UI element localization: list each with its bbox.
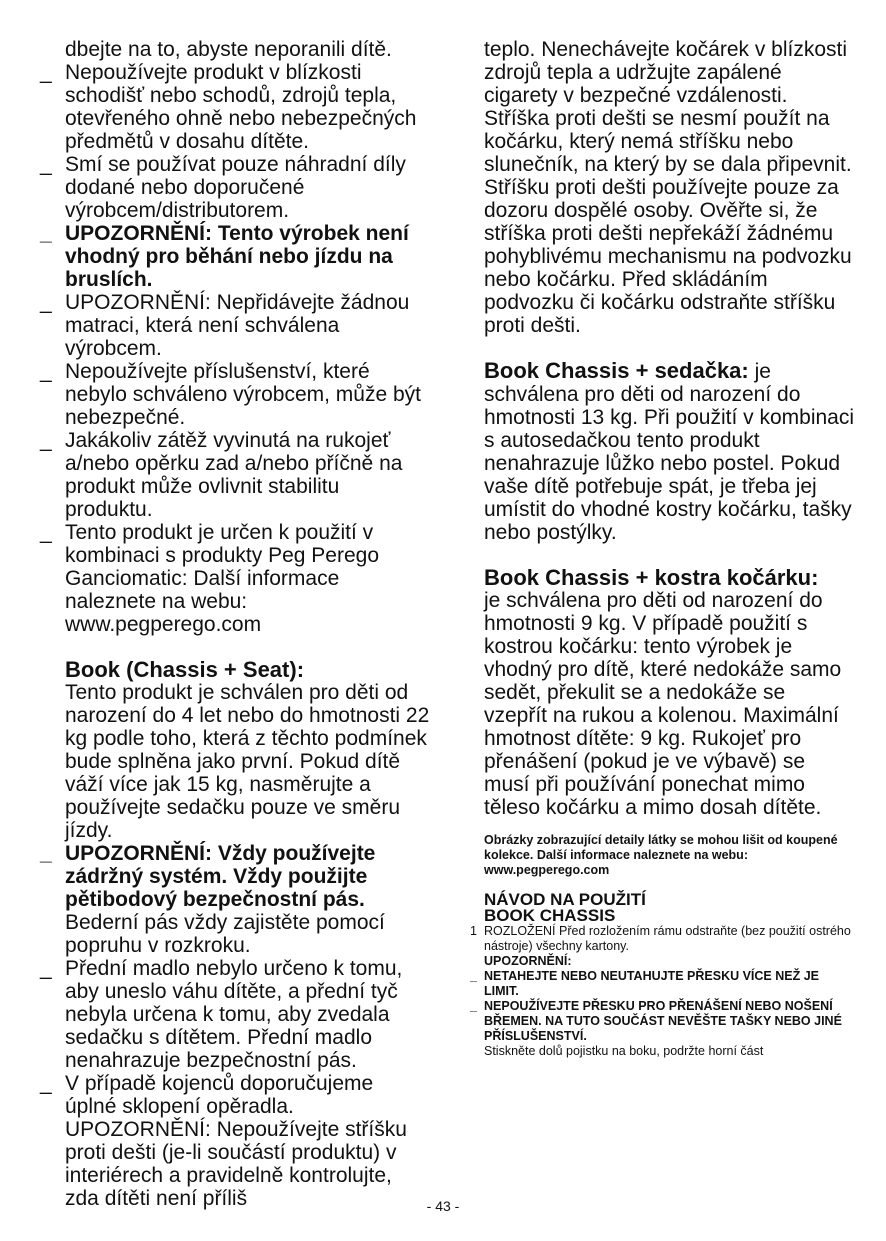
harness-text: Bederní pás vždy zajistěte pomocí popruhu v rozkroku. xyxy=(65,911,385,957)
list-item: _ Tento produkt je určen k použití v kombinaci s produkty Peg Perego Ganciomatic: Další informace naleznete na webu: www.pegperego.com xyxy=(40,521,430,636)
section-heading-book: Book (Chassis + Seat): xyxy=(65,657,305,682)
seat-text: schválena pro děti od narození do hmotnosti 13 kg. Při použití v kombinaci s autosedačkou tento produkt nenahrazuje lůžko nebo postel. Pokud vaše dítě potřebuje spát, je třeba jej umístit do vhodné kostry kočárku, tašky nebo postýlky. xyxy=(484,383,855,544)
list-item: _ V případě kojenců doporučujeme úplné sklopení opěradla. UPOZORNĚNÍ: Nepoužívejte stříšku proti dešti (je-li součástí produktu) v interiérech a pravidelně kontrolujte, zda dítěti není příliš xyxy=(40,1072,430,1210)
instructions-heading: NÁVOD NA POUŽITÍ xyxy=(484,890,646,909)
step-1-warning: _ NETAHEJTE NEBO NEUTAHUJTE PŘESKU VÍCE NEŽ JE LIMIT. xyxy=(484,969,854,999)
list-item: _ Nepoužívejte produkt v blízkosti schodišť nebo schodů, zdrojů tepla, otevřeného ohně nebo nebezpečných předmětů v dosahu dítěte. xyxy=(40,61,430,153)
step-1-warning-label: UPOZORNĚNÍ: xyxy=(484,954,572,968)
warning-running: _ UPOZORNĚNÍ: Tento výrobek není vhodný pro běhání nebo jízdu na bruslích. xyxy=(40,222,430,291)
list-item: _ Jakákoliv zátěž vyvinutá na rukojeť a/nebo opěrku zad a/nebo příčně na produkt může ovlivnit stabilitu produktu. xyxy=(40,429,430,521)
instructions-subheading: BOOK CHASSIS xyxy=(484,906,616,925)
list-item: _ Nepoužívejte příslušenství, které nebylo schváleno výrobcem, může být nebezpečné. xyxy=(40,360,430,429)
carrycot-text: je schválena pro děti od narození do hmotnosti 9 kg. V případě použití s kostrou kočárku: tento výrobek je vhodný pro dítě, které nedokáže samo sedět, překulit se a nedokáže se vzepřít na rukou a kolenou. Maximální hmotnost dítěte: 9 kg. Rukojeť pro přenášení (pokud je ve výbavě) se musí při používání ponechat mimo těleso kočárku a mimo dosah dítěte. xyxy=(484,589,842,819)
step-1-warning: _ NEPOUŽÍVEJTE PŘESKU PRO PŘENÁŠENÍ NEBO NOŠENÍ BŘEMEN. NA TUTO SOUČÁST NEVĚŠTE TAŠKY NEBO JINÉ PŘÍSLUŠENSTVÍ. xyxy=(484,999,854,1044)
seat-text-inline: je xyxy=(754,360,771,383)
book-text: Tento produkt je schválen pro děti od narození do 4 let nebo do hmotnosti 22 kg podle toho, která z těchto podmínek bude splněna jako první. Pokud dítě váží více jak 15 kg, nasměrujte a používejte sedačku pouze ve směru jízdy. xyxy=(65,681,430,842)
paragraph-continuation: teplo. Nenechávejte kočárek v blízkosti zdrojů tepla a udržujte zapálené cigarety v bezpečné vzdálenosti. Stříška proti dešti se nesmí použít na kočárku, který nemá stříšku nebo slunečník, na který by se dala připevnit. Stříšku proti dešti používejte pouze za dozoru dospělé osoby. Ověřte si, že stříška proti dešti nepřekáží žádnému pohyblivému mechanismu na podvozku nebo kočárku. Před skládáním podvozku či kočárku odstraňte stříšku proti dešti. xyxy=(484,38,852,337)
list-item: _ Přední madlo nebylo určeno k tomu, aby uneslo váhu dítěte, a přední tyč nebyla určena k tomu, aby zvedala sedačku s dítětem. Přední madlo nenahrazuje bezpečnostní pás. xyxy=(40,957,430,1072)
step-1-text: ROZLOŽENÍ Před rozložením rámu odstraňte (bez použití ostrého nástroje) všechny kartony. xyxy=(484,924,851,953)
list-item: _ Smí se používat pouze náhradní díly dodané nebo doporučené výrobcem/distributorem. xyxy=(40,153,430,222)
paragraph-continuation: dbejte na to, abyste neporanili dítě. xyxy=(65,38,392,61)
warning-harness: _ UPOZORNĚNÍ: Vždy používejte zádržný systém. Vždy použijte pětibodový bezpečnostní pás. xyxy=(40,842,430,911)
page-number: - 43 - xyxy=(426,1198,460,1214)
list-item: _ UPOZORNĚNÍ: Nepřidávejte žádnou matraci, která není schválena výrobcem. xyxy=(40,291,430,360)
step-number: 1 xyxy=(470,924,477,938)
seat-paragraph xyxy=(484,359,854,544)
left-column xyxy=(40,38,430,1210)
right-column xyxy=(470,38,855,1059)
section-heading-seat: Book Chassis + sedačka: xyxy=(484,358,749,383)
step-1-tail: Stiskněte dolů pojistku na boku, podržte horní část xyxy=(484,1044,764,1058)
step-1 xyxy=(470,924,854,954)
section-heading-carrycot: Book Chassis + kostra kočárku: xyxy=(484,565,819,590)
fabric-note: Obrázky zobrazující detaily látky se mohou lišit od koupené kolekce. Další informace naleznete na webu: www.pegperego.com xyxy=(484,833,838,877)
